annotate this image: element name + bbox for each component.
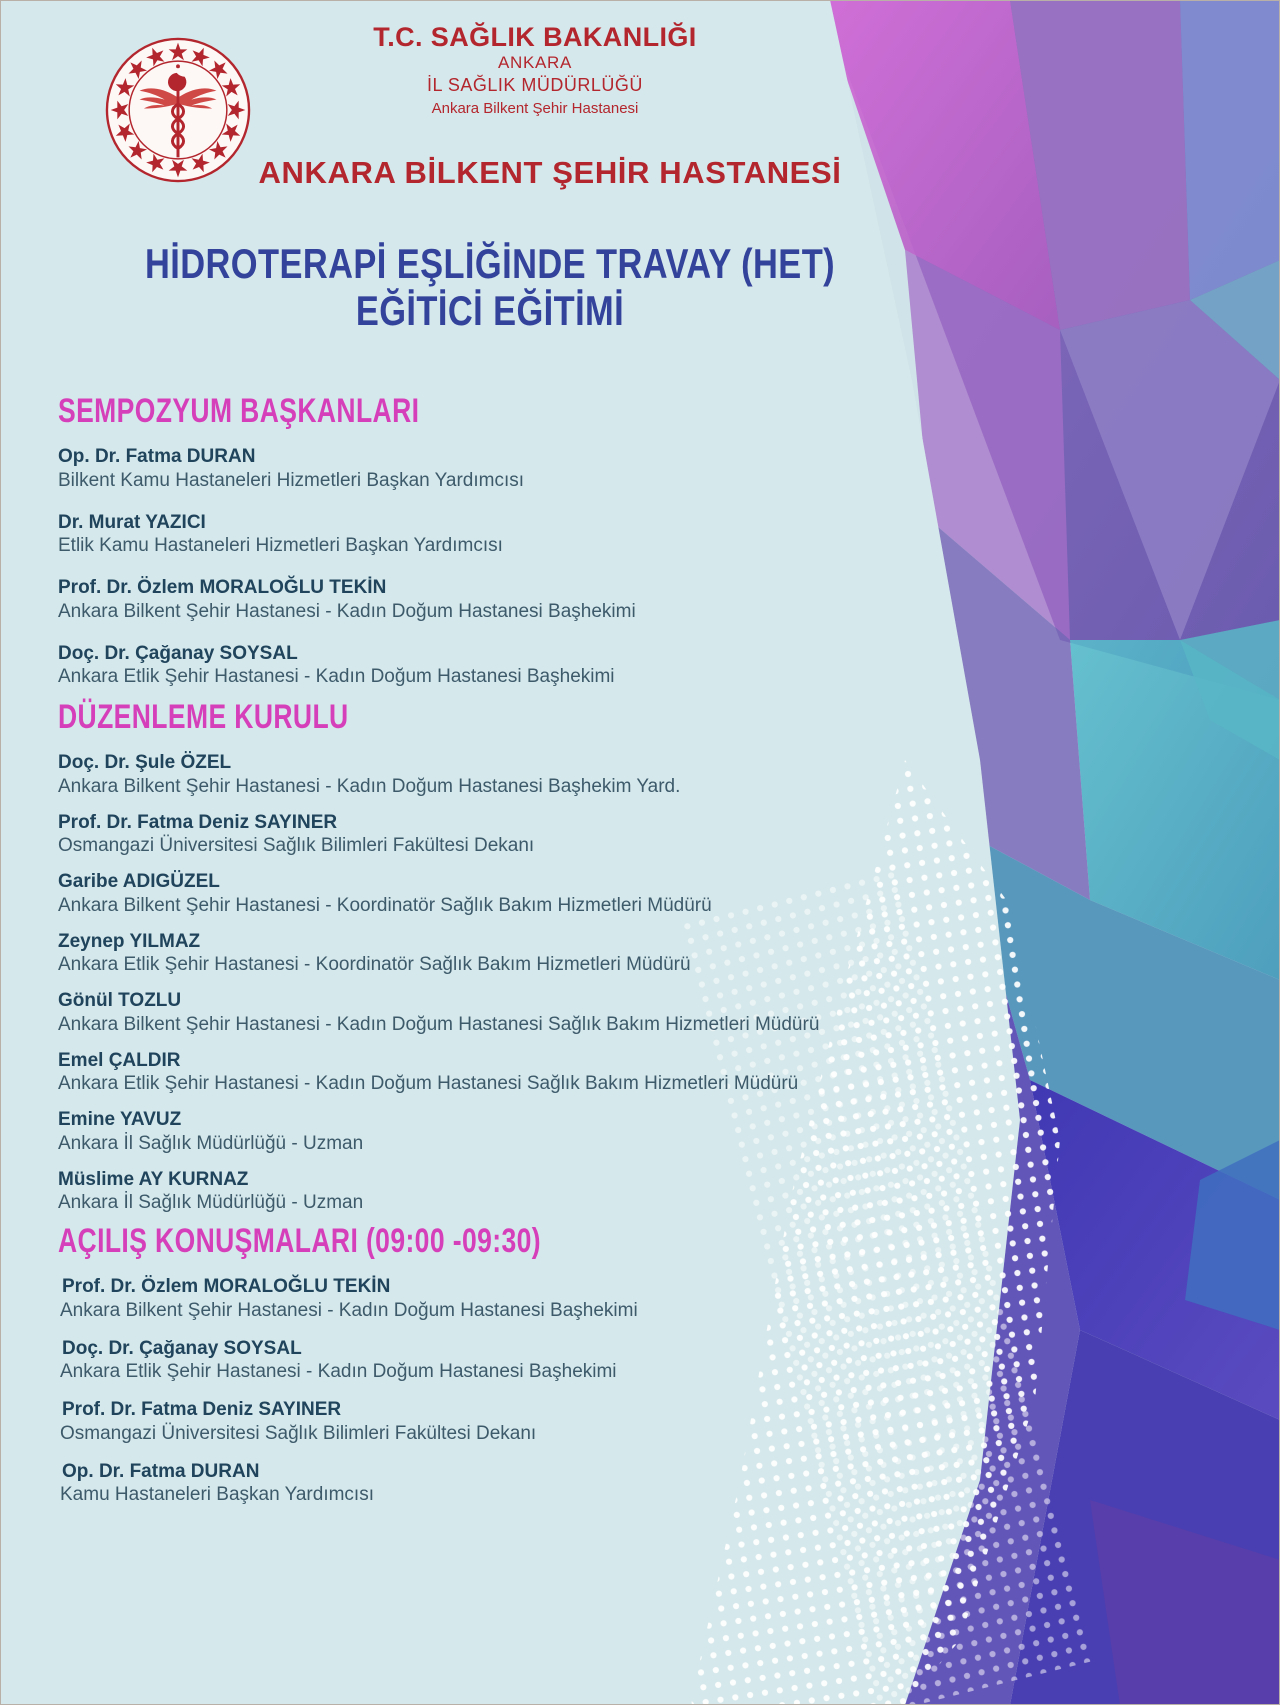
- list-item: [58, 930, 938, 978]
- list-item: [58, 642, 938, 690]
- section-heading: AÇILIŞ KONUŞMALARI (09:00 -09:30): [58, 1222, 541, 1260]
- list-item: [58, 1337, 938, 1385]
- list-item: [58, 1398, 938, 1446]
- list-item: [58, 1108, 938, 1156]
- person-name: Emine YAVUZ: [58, 1109, 182, 1130]
- person-title: Bilkent Kamu Hastaneleri Hizmetleri Başkan Yardımcısı: [58, 469, 525, 491]
- person-name: Doç. Dr. Çağanay SOYSAL: [58, 642, 298, 664]
- person-name: Op. Dr. Fatma DURAN: [62, 1460, 260, 1482]
- person-name: Prof. Dr. Fatma Deniz SAYINER: [62, 1399, 342, 1420]
- ministry-city: ANKARA: [497, 53, 573, 73]
- list-item: [58, 811, 938, 859]
- section-heading: DÜZENLEME KURULU: [58, 698, 349, 736]
- list-item: [58, 1049, 938, 1097]
- list-item: [58, 1460, 938, 1508]
- page-title: [137, 240, 842, 334]
- section-acilis-konusmalari: [58, 1222, 938, 1521]
- person-title: Ankara Bilkent Şehir Hastanesi - Kadın Doğum Hastanesi Başhekim Yard.: [58, 775, 681, 797]
- person-title: Ankara Bilkent Şehir Hastanesi - Kadın Doğum Hastanesi Başhekimi: [58, 600, 636, 622]
- page-title-line-1: HİDROTERAPİ EŞLİĞİNDE TRAVAY (HET): [144, 240, 836, 287]
- section-heading: SEMPOZYUM BAŞKANLARI: [58, 392, 420, 430]
- list-item: [58, 576, 938, 624]
- person-title: Ankara Bilkent Şehir Hastanesi - Kadın Doğum Hastanesi Başhekimi: [60, 1299, 638, 1321]
- person-title: Osmangazi Üniversitesi Sağlık Bilimleri Fakültesi Dekanı: [60, 1422, 537, 1444]
- person-name: Garibe ADIGÜZEL: [58, 871, 220, 892]
- list-item: [58, 445, 938, 493]
- person-name: Zeynep YILMAZ: [58, 930, 201, 952]
- list-item: [58, 1168, 938, 1216]
- person-name: Doç. Dr. Çağanay SOYSAL: [62, 1337, 302, 1359]
- person-title: Ankara İl Sağlık Müdürlüğü - Uzman: [58, 1132, 364, 1154]
- person-title: Ankara Bilkent Şehir Hastanesi - Kadın Doğum Hastanesi Sağlık Bakım Hizmetleri Müdürü: [58, 1013, 820, 1035]
- person-title: Kamu Hastaneleri Başkan Yardımcısı: [60, 1484, 374, 1506]
- ministry-hospital-sub: Ankara Bilkent Şehir Hastanesi: [431, 99, 639, 117]
- person-name: Op. Dr. Fatma DURAN: [58, 446, 256, 467]
- person-title: Ankara Etlik Şehir Hastanesi - Kadın Doğum Hastanesi Başhekimi: [58, 666, 615, 688]
- section-duzenleme-kurulu: [58, 698, 938, 1227]
- ministry-name: T.C. SAĞLIK BAKANLIĞI: [373, 22, 697, 52]
- person-title: Ankara Etlik Şehir Hastanesi - Kadın Doğum Hastanesi Başhekimi: [60, 1361, 617, 1383]
- person-title: Ankara Etlik Şehir Hastanesi - Kadın Doğum Hastanesi Sağlık Bakım Hizmetleri Müdürü: [58, 1073, 799, 1095]
- person-title: Ankara Etlik Şehir Hastanesi - Koordinatör Sağlık Bakım Hizmetleri Müdürü: [58, 954, 691, 976]
- person-name: Prof. Dr. Fatma Deniz SAYINER: [58, 811, 338, 833]
- person-title: Ankara İl Sağlık Müdürlüğü - Uzman: [58, 1192, 364, 1214]
- page-title-line-2: EĞİTİCİ EĞİTİMİ: [355, 287, 625, 335]
- person-name: Gönül TOZLU: [58, 990, 182, 1011]
- person-title: Osmangazi Üniversitesi Sağlık Bilimleri Fakültesi Dekanı: [58, 835, 535, 857]
- section-sempozyum-baskanlari: [58, 392, 938, 707]
- person-name: Dr. Murat YAZICI: [58, 511, 206, 533]
- person-title: Etlik Kamu Hastaneleri Hizmetleri Başkan Yardımcısı: [58, 535, 503, 557]
- person-name: Doç. Dr. Şule ÖZEL: [58, 752, 232, 773]
- person-title: Ankara Bilkent Şehir Hastanesi - Koordinatör Sağlık Bakım Hizmetleri Müdürü: [58, 894, 712, 916]
- person-name: Prof. Dr. Özlem MORALOĞLU TEKİN: [62, 1276, 391, 1297]
- list-item: [58, 870, 938, 918]
- list-item: [58, 511, 938, 559]
- person-name: Müslime AY KURNAZ: [58, 1168, 249, 1190]
- person-name: Emel ÇALDIR: [58, 1049, 181, 1071]
- list-item: [58, 751, 938, 799]
- ministry-titles: [255, 22, 815, 119]
- list-item: [58, 989, 938, 1037]
- person-name: Prof. Dr. Özlem MORALOĞLU TEKİN: [58, 577, 387, 598]
- hospital-name: ANKARA BİLKENT ŞEHİR HASTANESİ: [258, 155, 842, 190]
- ministry-directorate: İL SAĞLIK MÜDÜRLÜĞÜ: [427, 75, 643, 96]
- list-item: [58, 1275, 938, 1323]
